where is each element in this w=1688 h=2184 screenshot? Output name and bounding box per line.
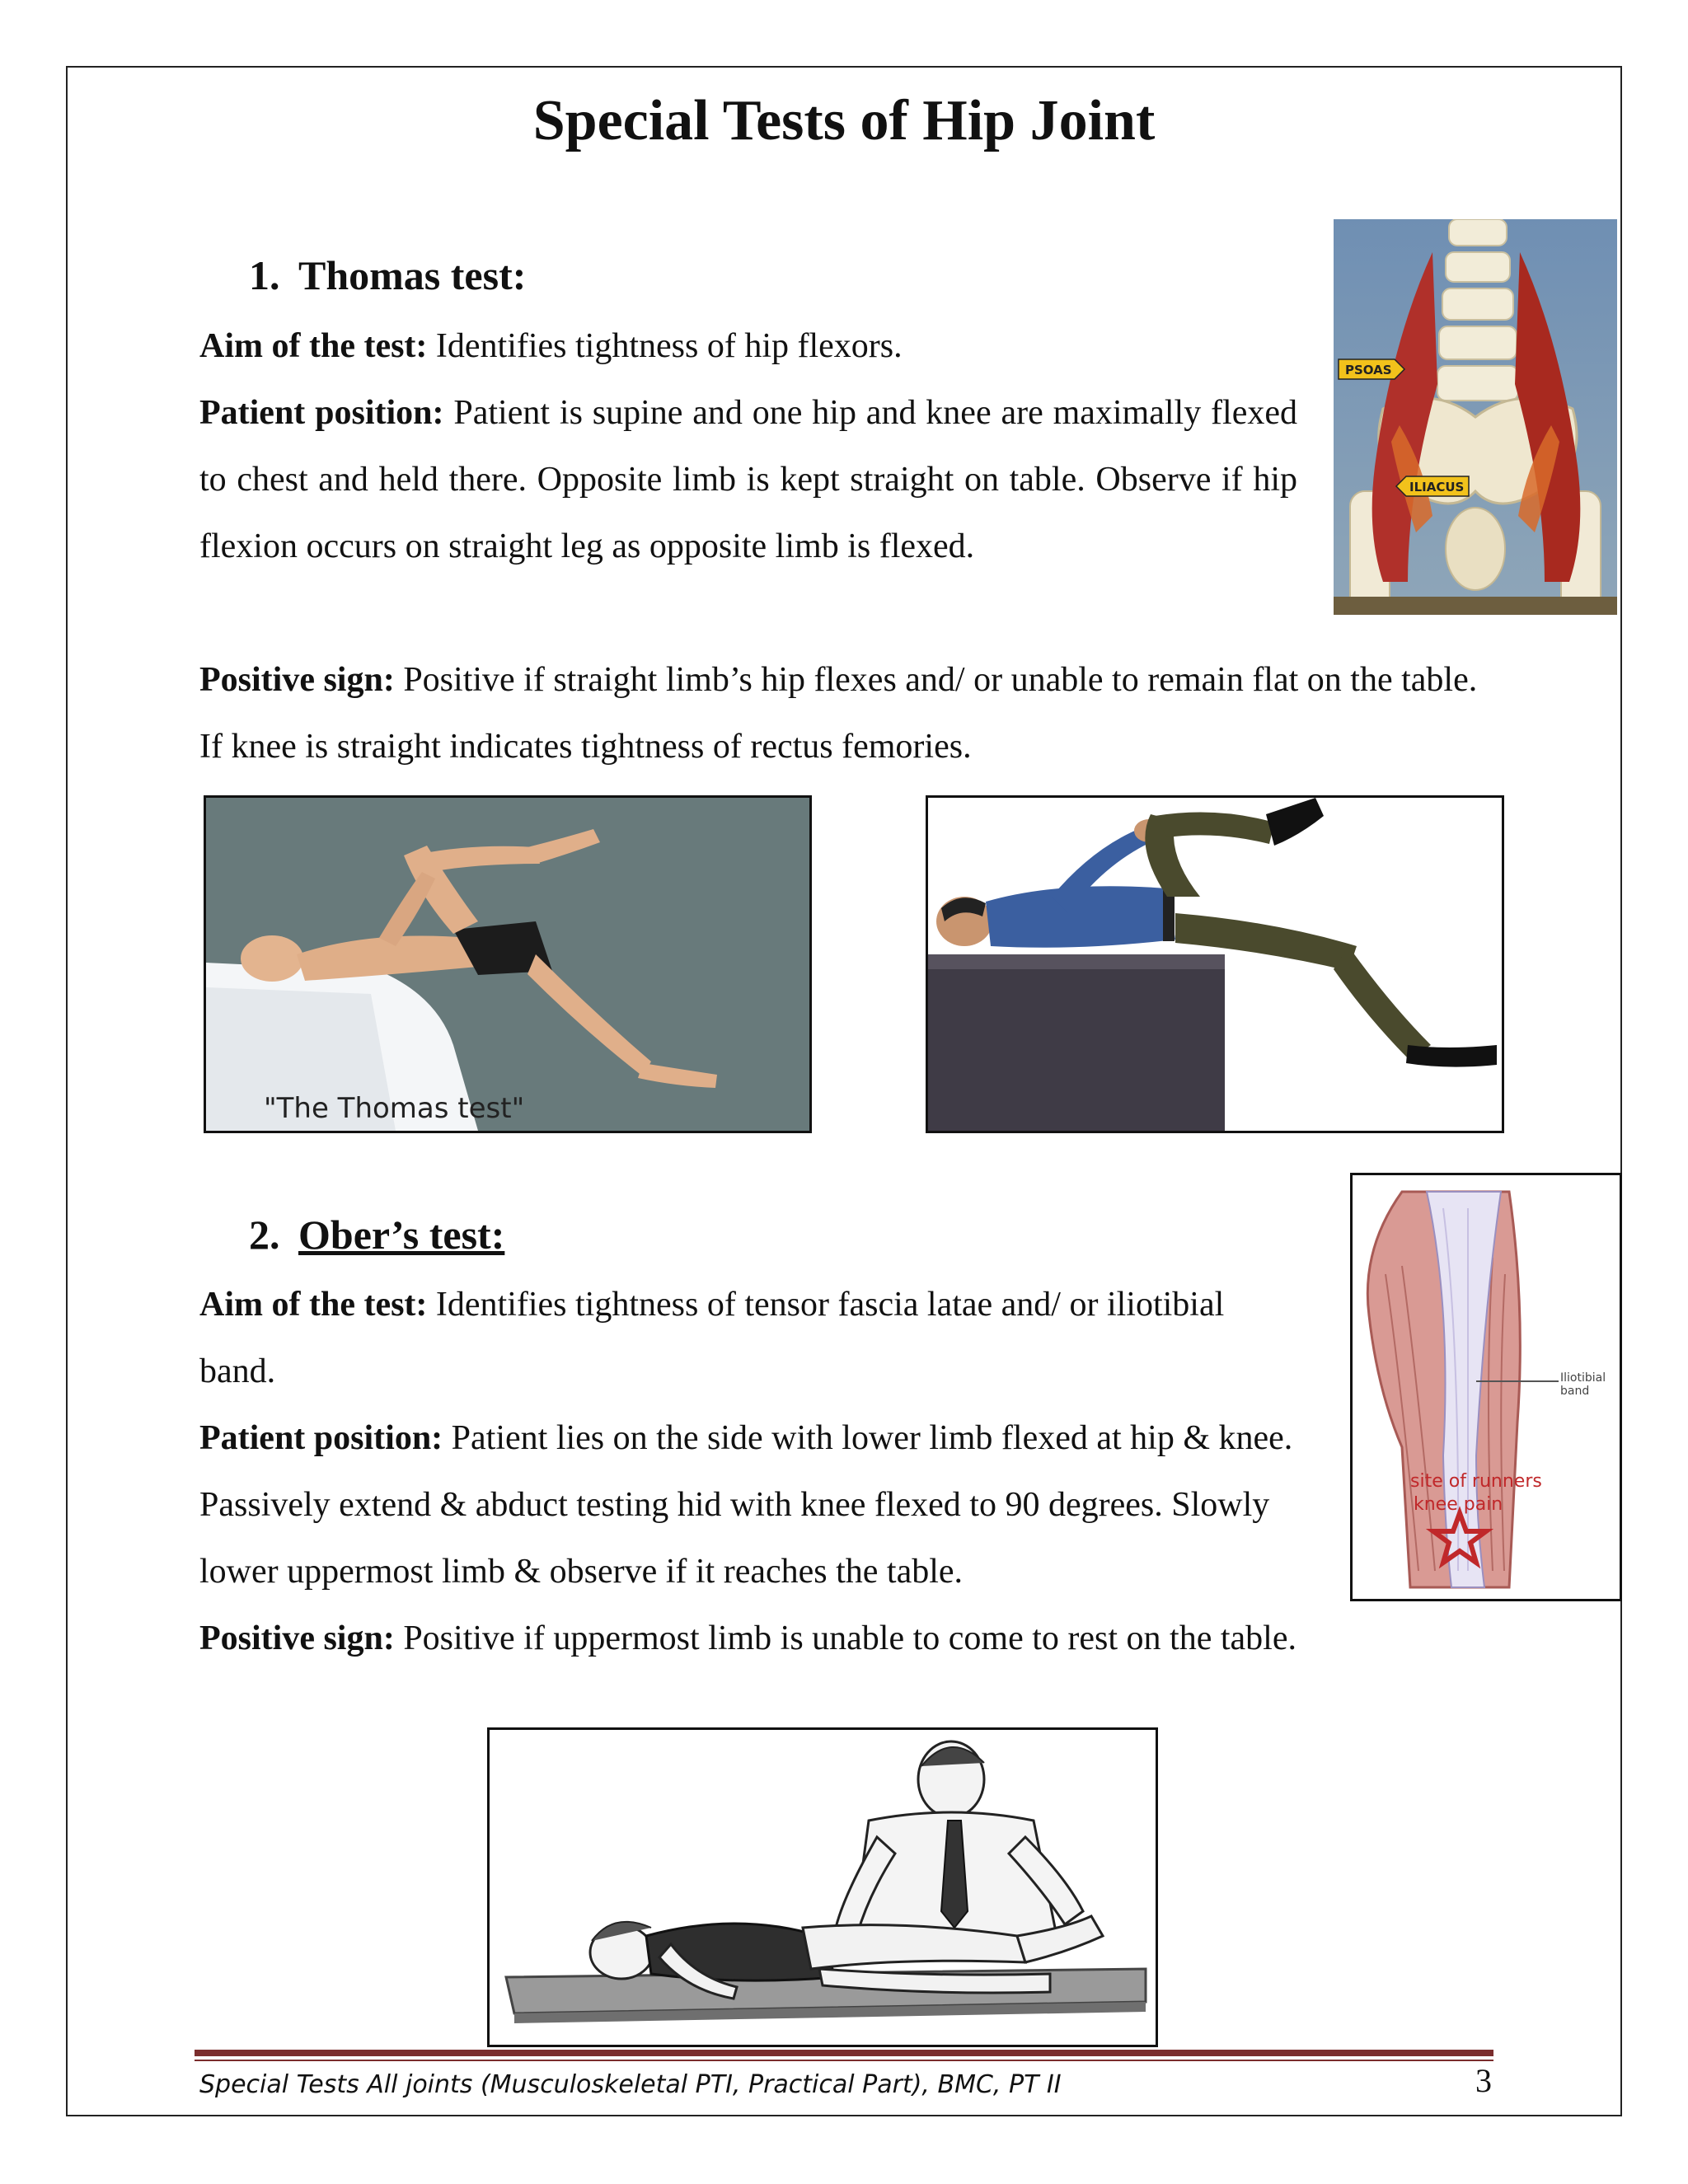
- positive-text: Positive if straight limb’s hip flexes and/ or unable to remain flat on the table. If knee is straight indicates tightness of rectus femories.: [199, 661, 1478, 766]
- footer-rule-thin: [195, 2060, 1493, 2061]
- positive-label: Positive sign:: [199, 1619, 395, 1657]
- thomas-positive-paragraph: [199, 647, 1502, 780]
- page-number: 3: [1475, 2062, 1492, 2099]
- position-label: Patient position:: [199, 394, 444, 432]
- section-heading-ober: [249, 1210, 504, 1259]
- psoas-label: [1339, 359, 1404, 379]
- label-line-1: site of runners: [1410, 1471, 1542, 1492]
- section-number: 1.: [249, 252, 280, 298]
- footer-text: Special Tests All joints (Musculoskeletal PTI, Practical Part), BMC, PT II: [199, 2070, 1062, 2099]
- label-line-2: band: [1560, 1385, 1590, 1398]
- label-line-2: knee pain: [1414, 1494, 1503, 1515]
- ober-positive-paragraph: [199, 1605, 1502, 1672]
- thomas-aim-paragraph: [199, 313, 1271, 380]
- ober-test-illustration: [487, 1727, 1158, 2047]
- position-text: Patient is supine and one hip and knee are maximally flexed to chest and held there. Opposite limb is kept straight on table. Observe if hip flexion occurs on straight leg as opposite limb is flexed.: [199, 394, 1298, 565]
- svg-text:ILIACUS: ILIACUS: [1409, 480, 1465, 494]
- iliacus-label: [1396, 476, 1469, 496]
- section-heading-thomas: [249, 251, 526, 300]
- position-text: Patient lies on the side with lower limb flexed at hip & knee. Passively extend & abduct testing hid with knee flexed to 90 degrees. Slowly lower uppermost limb & observe if it reaches the table.: [199, 1419, 1293, 1591]
- aim-label: Aim of the test:: [199, 327, 428, 365]
- label-line-1: Iliotibial: [1560, 1371, 1606, 1385]
- svg-text:PSOAS: PSOAS: [1345, 363, 1392, 377]
- section-title: Ober’s test:: [298, 1212, 505, 1258]
- thomas-position-paragraph: [199, 380, 1297, 580]
- aim-label: Aim of the test:: [199, 1286, 428, 1324]
- thomas-photo-caption: "The Thomas test": [264, 1092, 525, 1125]
- positive-label: Positive sign:: [199, 661, 395, 699]
- ober-position-paragraph: [199, 1405, 1312, 1605]
- thomas-test-photo-2: [926, 795, 1504, 1133]
- positive-text: Positive if uppermost limb is unable to come to rest on the table.: [394, 1619, 1296, 1657]
- section-number: 2.: [249, 1212, 280, 1258]
- aim-text: Identifies tightness of tensor fascia latae and/ or iliotibial band.: [199, 1286, 1225, 1390]
- thomas-test-photo-1: [204, 795, 812, 1133]
- ober-aim-paragraph: [199, 1272, 1271, 1405]
- position-label: Patient position:: [199, 1419, 443, 1457]
- footer-rule-thick: [195, 2050, 1493, 2056]
- section-title: Thomas test:: [298, 252, 527, 298]
- aim-text: Identifies tightness of hip flexors.: [427, 327, 903, 365]
- iliotibial-band-anatomy-image: [1350, 1173, 1622, 1601]
- psoas-iliacus-anatomy-image: [1334, 219, 1617, 615]
- page-title: Special Tests of Hip Joint: [532, 89, 1156, 152]
